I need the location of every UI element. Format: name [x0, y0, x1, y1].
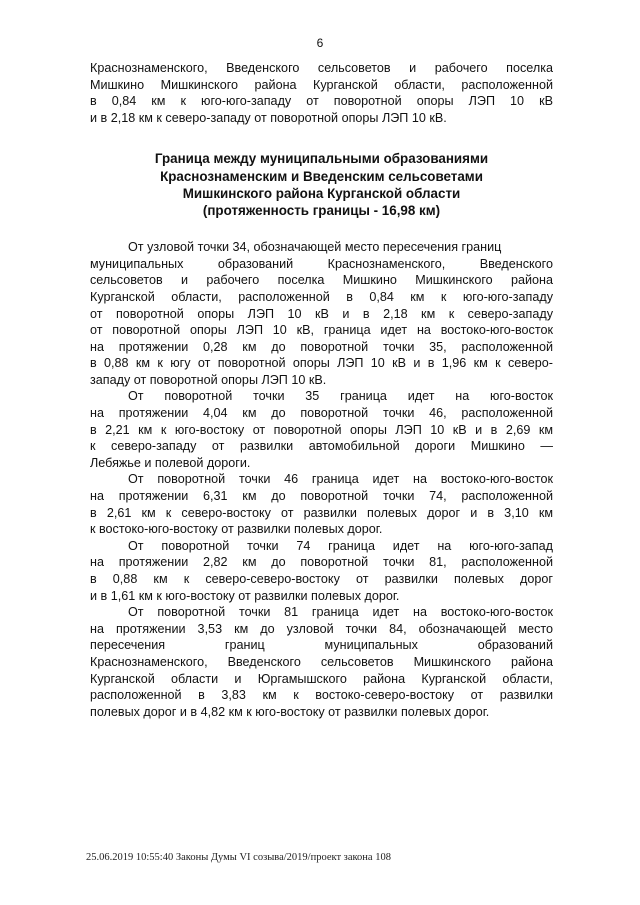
intro-line: и в 2,18 км к северо-западу от поворотной опоры ЛЭП 10 кВ.	[90, 110, 447, 125]
document-footer: 25.06.2019 10:55:40 Законы Думы VI созыва/2019/проект закона 108	[86, 852, 391, 863]
paragraph-line: к северо-западу от развилки автомобильной дороги Мишкино —	[90, 439, 553, 454]
paragraph-2	[90, 388, 553, 471]
paragraph-line: муниципальных образований Краснознаменского, Введенского	[90, 256, 553, 271]
intro-line: Мишкино Мишкинского района Курганской области, расположенной	[90, 77, 553, 92]
paragraph-line: от поворотной опоры ЛЭП 10 кВ и в 2,18 км к северо-западу	[90, 306, 553, 321]
paragraph-line: Краснознаменского, Введенского сельсоветов Мишкинского района	[90, 654, 553, 669]
paragraph-line: сельсоветов и рабочего поселка Мишкино Мишкинского района	[90, 273, 553, 288]
paragraph-line: От поворотной точки 35 граница идет на юго-восток	[128, 389, 553, 404]
heading-line: (протяженность границы - 16,98 км)	[202, 202, 441, 218]
paragraph-line: пересечения границ муниципальных образований	[90, 638, 553, 653]
heading-line: Мишкинского района Курганской области	[182, 185, 461, 201]
paragraph-line: От узловой точки 34, обозначающей место пересечения границ	[128, 240, 502, 255]
paragraph-line: полевых дорог и в 4,82 км к юго-востоку от развилки полевых дорог.	[90, 704, 490, 719]
paragraph-line: на протяжении 6,31 км до поворотной точки 74, расположенной	[90, 489, 553, 504]
paragraph-line: в 2,21 км к юго-востоку от поворотной опоры ЛЭП 10 кВ и в 2,69 км	[90, 422, 553, 437]
section-heading	[90, 150, 553, 219]
paragraph-line: к востоко-юго-востоку от развилки полевых дорог.	[90, 522, 383, 537]
heading-line: Граница между муниципальными образованиями	[154, 151, 489, 167]
paragraph-line: западу от поворотной опоры ЛЭП 10 кВ.	[90, 372, 327, 387]
document-body	[90, 60, 553, 720]
paragraph-line: в 2,61 км к северо-востоку от развилки полевых дорог и в 3,10 км	[90, 505, 553, 520]
paragraph-line: на протяжении 0,28 км до поворотной точки 35, расположенной	[90, 339, 553, 354]
paragraph-line: От поворотной точки 74 граница идет на юго-юго-запад	[128, 538, 553, 553]
paragraph-4	[90, 538, 553, 604]
paragraph-line: на протяжении 2,82 км до поворотной точки 81, расположенной	[90, 555, 553, 570]
page-number: 6	[316, 36, 324, 50]
paragraph-line: Курганской области, расположенной в 0,84 км к юго-юго-западу	[90, 289, 553, 304]
paragraph-line: в 0,88 км к северо-северо-востоку от развилки полевых дорог	[90, 572, 553, 586]
paragraph-line: расположенной в 3,83 км к востоко-северо-востоку от развилки	[90, 688, 553, 703]
paragraph-1	[90, 239, 553, 388]
paragraph-line: От поворотной точки 81 граница идет на востоко-юго-восток	[128, 605, 553, 620]
paragraph-line: на протяжении 4,04 км до поворотной точки 46, расположенной	[90, 406, 553, 421]
paragraph-line: и в 1,61 км к юго-востоку от развилки полевых дорог.	[90, 588, 400, 603]
intro-paragraph	[90, 60, 553, 126]
paragraph-line: От поворотной точки 46 граница идет на востоко-юго-восток	[128, 472, 553, 487]
paragraph-line: от поворотной опоры ЛЭП 10 кВ, граница идет на востоко-юго-восток	[90, 323, 553, 338]
paragraph-line: Курганской области и Юргамышского района Курганской области,	[90, 671, 553, 686]
paragraph-3	[90, 471, 553, 537]
paragraph-line: Лебяжье и полевой дороги.	[90, 455, 251, 470]
intro-line: в 0,84 км к юго-юго-западу от поворотной опоры ЛЭП 10 кВ	[90, 94, 553, 109]
paragraph-5	[90, 604, 553, 720]
heading-line: Краснознаменским и Введенским сельсоветами	[160, 168, 483, 184]
paragraph-line: в 0,88 км к югу от поворотной опоры ЛЭП 10 кВ и в 1,96 км к северо-	[90, 356, 553, 371]
intro-line: Краснознаменского, Введенского сельсоветов и рабочего поселка	[90, 61, 553, 75]
paragraph-line: на протяжении 3,53 км до узловой точки 84, обозначающей место	[90, 621, 553, 636]
